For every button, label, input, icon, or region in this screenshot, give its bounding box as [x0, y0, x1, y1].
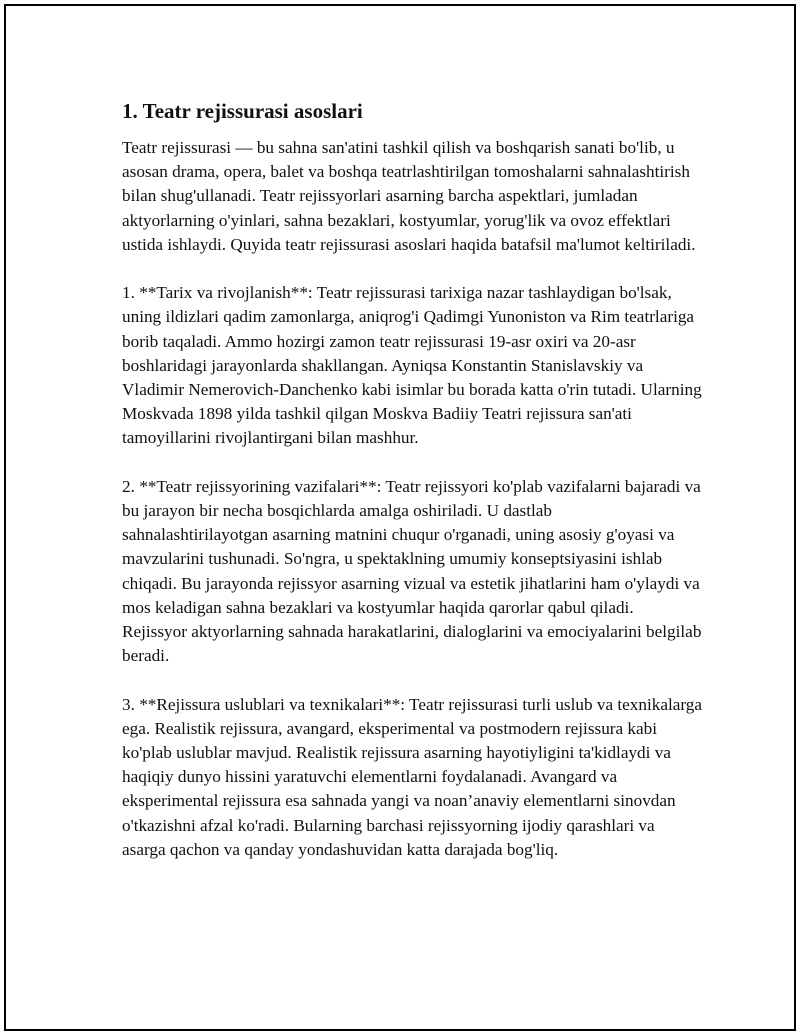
- history-paragraph: 1. **Tarix va rivojlanish**: Teatr rejissurasi tarixiga nazar tashlaydigan bo'lsak, uning ildizlari qadim zamonlarga, aniqrog'i Qadimgi Yunoniston va Rim teatrlariga borib taqaladi. Ammo hozirgi zamon teatr rejissurasi 19-asr oxiri va 20-asr boshlaridagi jarayonlarda shakllangan. Ayniqsa Konstantin Stanislavskiy va Vladimir Nemerovich-Danchenko kabi isimlar bu borada katta o'rin tutadi. Ularning Moskvada 1898 yilda tashkil qilgan Moskva Badiiy Teatri rejissura san'ati tamoyillarini rivojlantirgani bilan mashhur.: [122, 283, 702, 448]
- director-duties-paragraph: 2. **Teatr rejissyorining vazifalari**: Teatr rejissyori ko'plab vazifalarni bajaradi va bu jarayon bir necha bosqichlarda amalga oshiriladi. U dastlab sahnalashtirilayotgan asarning matnini chuqur o'rganadi, uning asosiy g'oyasi va mavzularini tushunadi. So'ngra, u spektaklning umumiy konseptsiyasini ishlab chiqadi. Bu jarayonda rejissyor asarning vizual va estetik jihatlarini ham o'ylaydi va mos keladigan sahna bezaklari va kostyumlar haqida qarorlar qabul qiladi. Rejissyor aktyorlarning sahnada harakatlarini, dialoglarini va emociyalarini belgilab beradi.: [122, 476, 702, 666]
- page-frame: [4, 4, 796, 1031]
- intro-paragraph: Teatr rejissurasi — bu sahna san'atini tashkil qilish va boshqarish sanati bo'lib, u asosan drama, opera, balet va boshqa teatrlashtirilgan tomoshalarni sahnalashtirish bilan shug'ullanadi. Teatr rejissyorlari asarning barcha aspektlari, jumladan aktyorlarning o'yinlari, sahna bezaklari, kostyumlar, yorug'lik va ovoz effektlari ustida ishlaydi. Quyida teatr rejissurasi asoslari haqida batafsil ma'lumot keltiriladi.: [122, 138, 696, 254]
- section-heading: 1. Teatr rejissurasi asoslari: [122, 99, 363, 123]
- styles-techniques-paragraph: 3. **Rejissura uslublari va texnikalari**: Teatr rejissurasi turli uslub va texnikalarga ega. Realistik rejissura, avangard, eksperimental va postmodern rejissura kabi ko'plab uslublar mavjud. Realistik rejissura asarning hayotiyligini ta'kidlaydi va haqiqiy dunyo hissini yaratuvchi elementlarni foydalanadi. Avangard va eksperimental rejissura esa sahnada yangi va noan’anaviy elementlarni sinovdan o'tkazishni afzal ko'radi. Bularning barchasi rejissyorning ijodiy qarashlari va asarga qachon va qanday yondashuvidan katta darajada bog'liq.: [122, 694, 703, 859]
- document-body: [122, 98, 702, 862]
